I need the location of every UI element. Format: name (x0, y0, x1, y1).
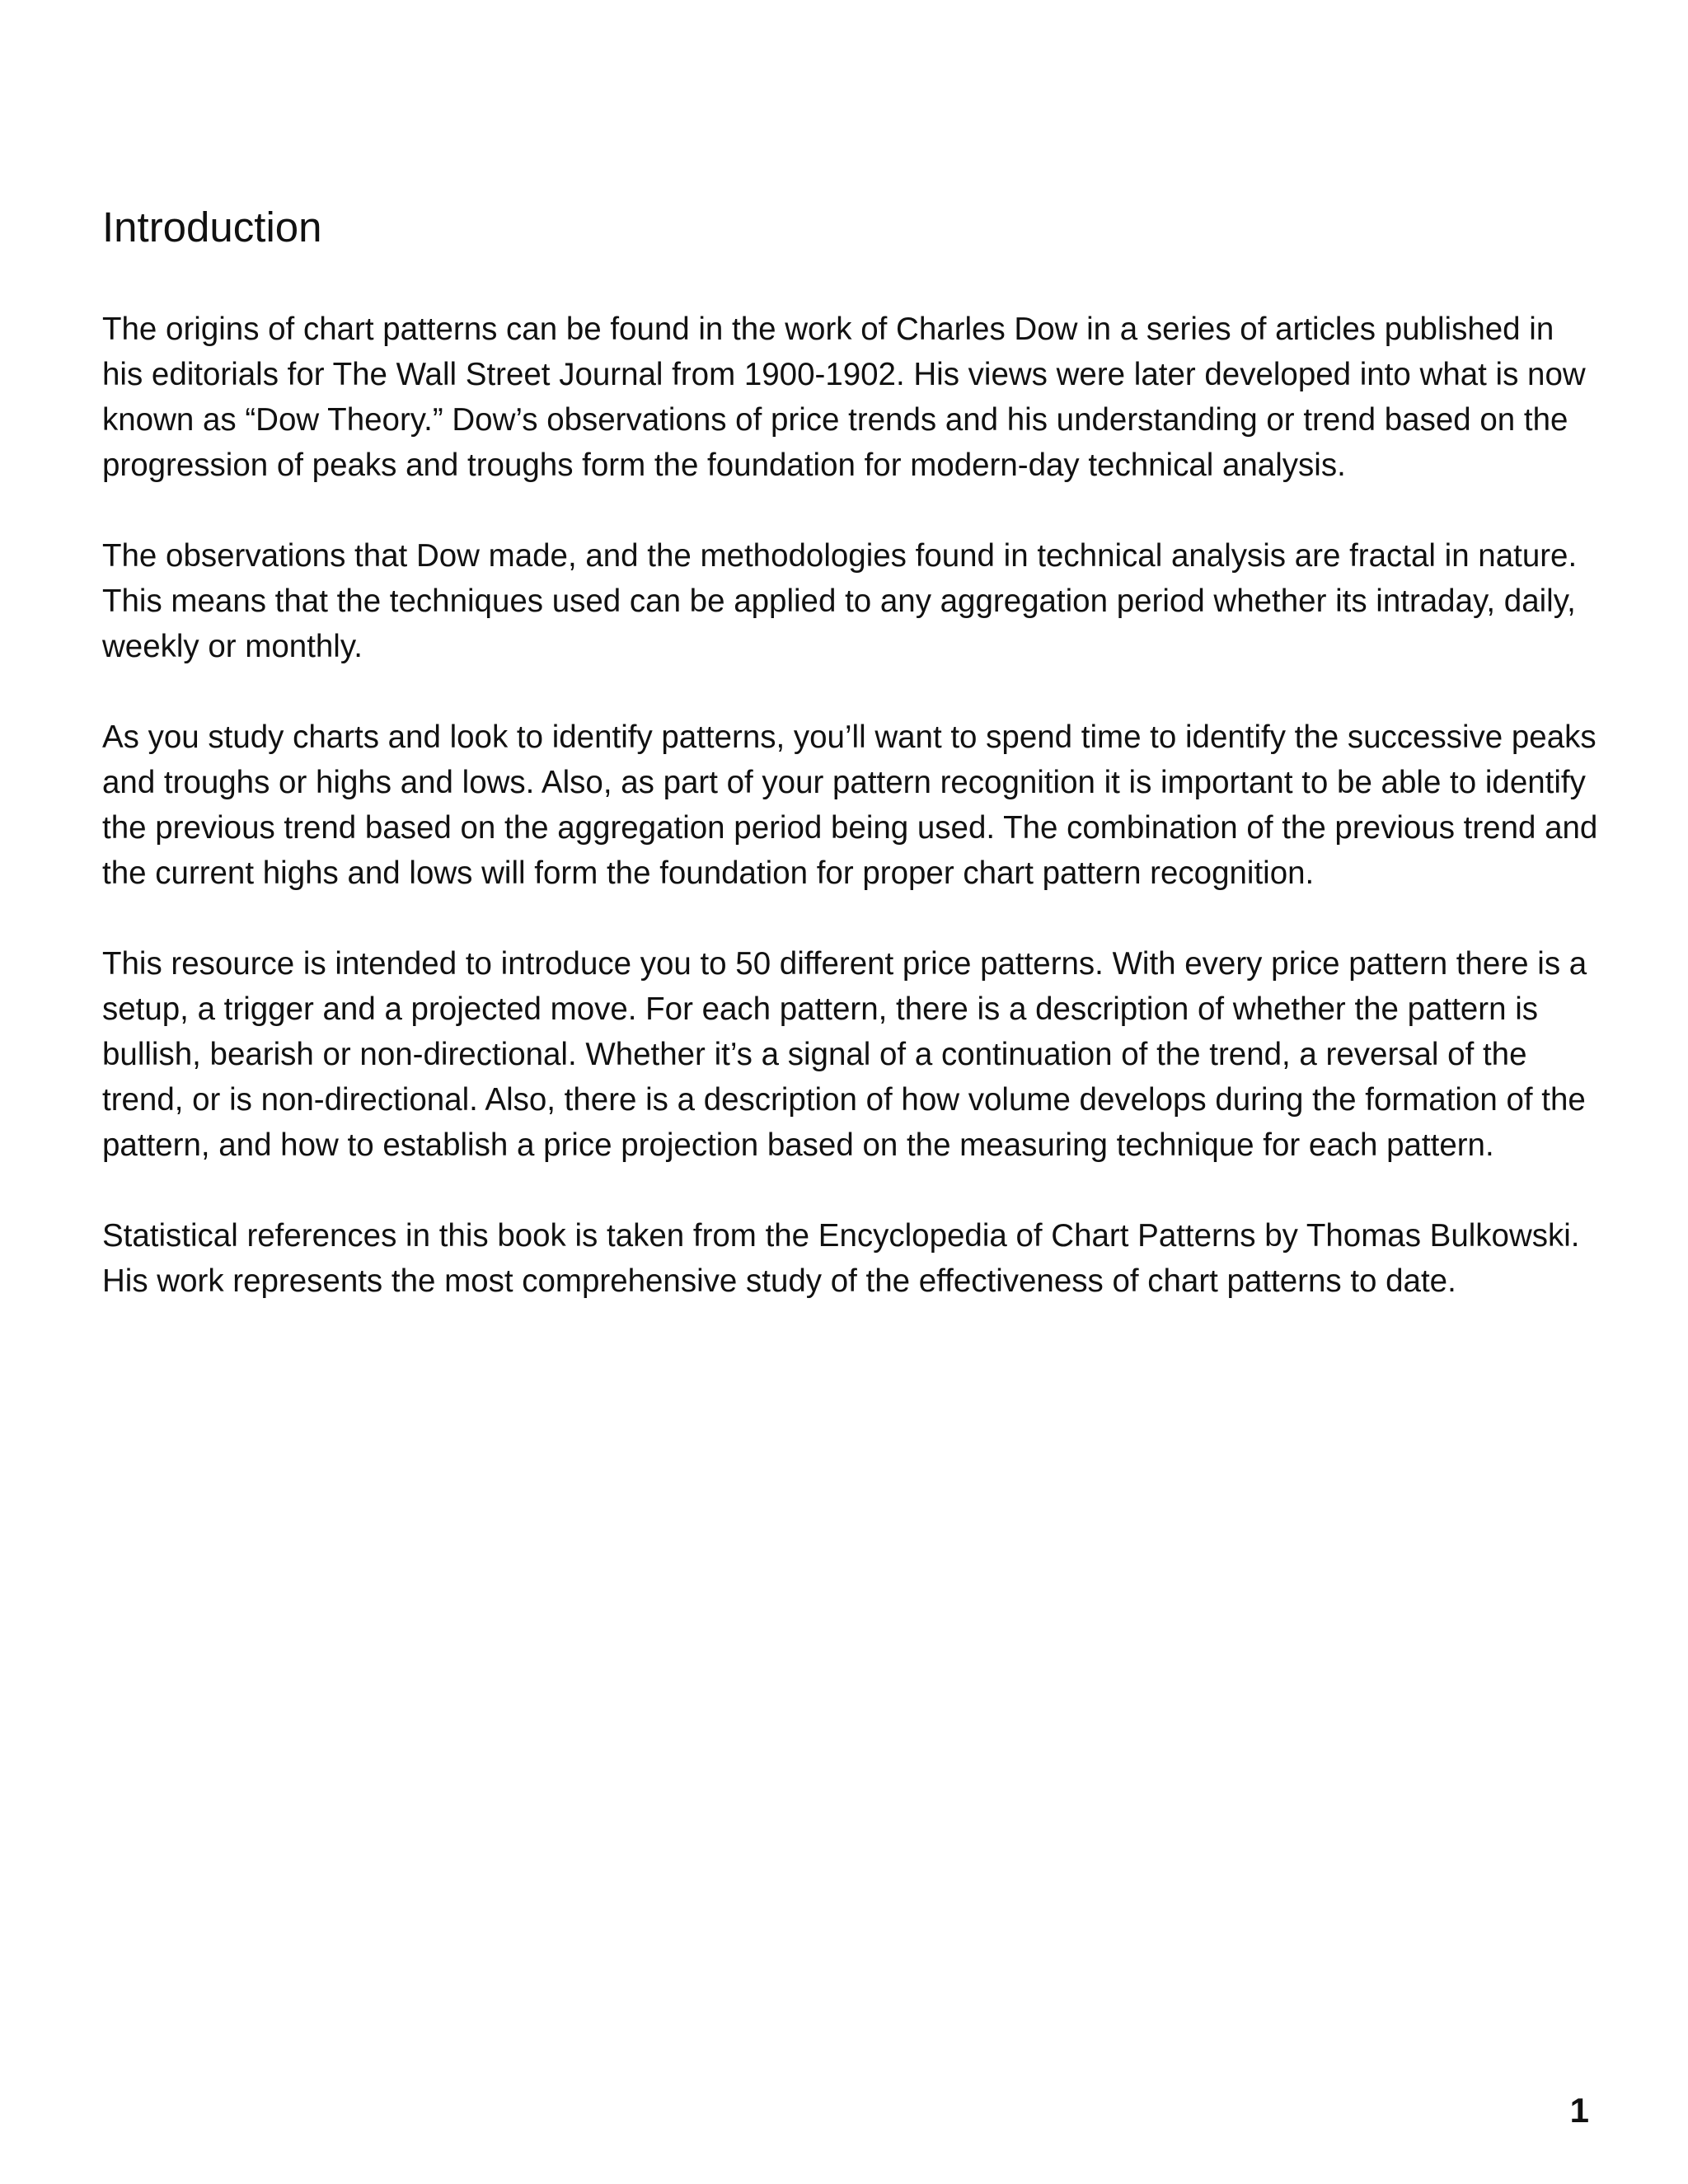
paragraph-pattern-recognition: As you study charts and look to identify patterns, you’ll want to spend time to identify the successive peaks and troughs or highs and lows. Also, as part of your pattern recognition it is important to be able to identify the previous trend based on the aggregation period being used. The combination of the previous trend and the current highs and lows will form the foundation for proper chart pattern recognition. (102, 719, 1598, 891)
page-title: Introduction (102, 204, 322, 251)
paragraph-resource-overview: This resource is intended to introduce you to 50 different price patterns. With every price pattern there is a setup, a trigger and a projected move. For each pattern, there is a description of whether the pattern is bullish, bearish or non-directional. Whether it’s a signal of a continuation of the trend, a reversal of the trend, or is non-directional. Also, there is a description of how volume develops during the formation of the pattern, and how to establish a price projection based on the measuring technique for each pattern. (102, 946, 1587, 1163)
body-text (102, 307, 1602, 1349)
page-number: 1 (1569, 2091, 1589, 2130)
paragraph-dow-origins: The origins of chart patterns can be found in the work of Charles Dow in a series of articles published in his editorials for The Wall Street Journal from 1900-1902. His views were later developed into what is now known as “Dow Theory.” Dow’s observations of price trends and his understanding or trend based on the progression of peaks and troughs form the foundation for modern-day technical analysis. (102, 312, 1586, 483)
paragraph-fractal-nature: The observations that Dow made, and the methodologies found in technical analysis are fractal in nature. This means that the techniques used can be applied to any aggregation period whether its intraday, daily, weekly or monthly. (102, 538, 1578, 664)
paragraph-statistical-references: Statistical references in this book is taken from the Encyclopedia of Chart Patterns by Thomas Bulkowski. His work represents the most comprehensive study of the effectiveness of chart patterns to date. (102, 1218, 1580, 1299)
